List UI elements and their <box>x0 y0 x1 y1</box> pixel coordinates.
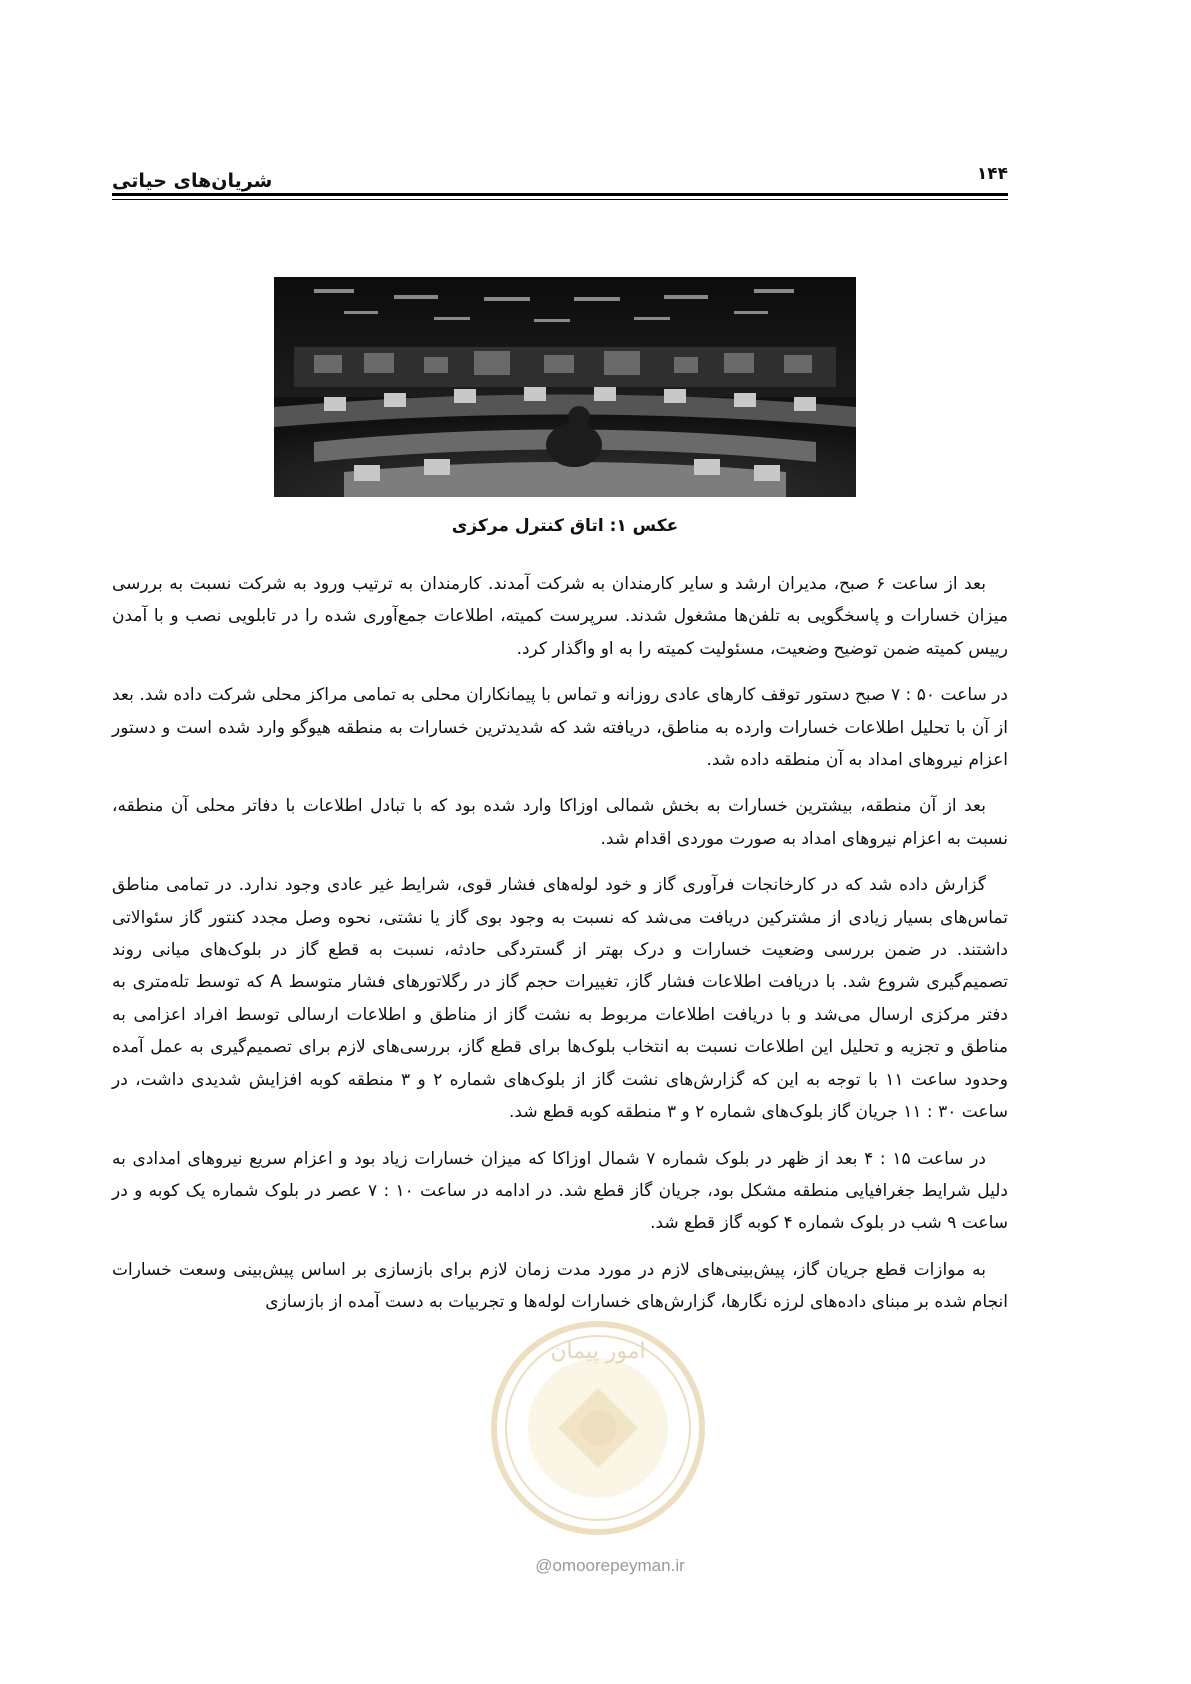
header-rule <box>112 193 1008 196</box>
page-number: ۱۴۴ <box>976 164 1008 184</box>
control-room-photo <box>274 277 856 497</box>
paragraph: بعد از ساعت ۶ صبح، مدیران ارشد و سایر کارمندان به شرکت آمدند. کارمندان به ترتیب ورود به شرکت نسبت به بررسی میزان خسارات و پاسخگویی به تلفن‌ها مشغول شدند. سرپرست کمیته، اطلاعات جمع‌آوری شده را در تابلویی نصب و با آمدن رییس کمیته ضمن توضیح وضعیت، مسئولیت کمیته را به او واگذار کرد. <box>112 574 1008 659</box>
seal-logo <box>488 1318 708 1538</box>
paragraph: بعد از آن منطقه، بیشترین خسارات به بخش شمالی اوزاکا وارد شده بود که با تبادل اطلاعات با دفاتر محلی آن منطقه، نسبت به اعزام نیروهای امداد به صورت موردی اقدام شد. <box>112 796 1008 849</box>
paragraph: به موازات قطع جریان گاز، پیش‌بینی‌های لازم در مورد مدت زمان لازم برای بازسازی بر اساس پیش‌بینی وسعت خسارات انجام شده بر مبنای داده‌های لرزه نگارها، گزارش‌های خسارات لوله‌ها و تجربیات به دست آمده از بازسازی <box>112 1259 1008 1313</box>
paragraph: گزارش داده شد که در کارخانجات فرآوری گاز و خود لوله‌های فشار قوی، شرایط غیر عادی وجود ندارد. در تمامی مناطق تماس‌های بسیار زیادی از مشترکین دریافت می‌شد که نسبت به وجود بوی گاز یا نشتی، نحوه وصل مجدد کنتور گاز سئوالاتی داشتند. در ضمن بررسی وضعیت خسارات و درک بهتر از گستردگی حادثه، نسبت به قطع گاز در بلوک‌های میانی روند تصمیم‌گیری شروع شد. با دریافت اطلاعات فشار گاز، تغییرات حجم گاز در رگلاتورهای فشار متوسط A که توسط تله‌متری به دفتر مرکزی ارسال می‌شد و با دریافت اطلاعات مربوط به نشت گاز از مناطق و اطلاعات ارسالی توسط افراد اعزامی به مناطق و تجزیه و تحلیل این اطلاعات نسبت به انتخاب بلوک‌ها برای قطع گاز، بررسی‌های لازم برای تصمیم‌گیری به عمل آمده وحدود ساعت ۱۱ با توجه به این که گزارش‌های نشت گاز از بلوک‌های شماره ۲ و ۳ منطقه کوبه افزایش شدیدی داشت، در ساعت ۳۰ : ۱۱ جریان گاز بلوک‌های شماره ۲ و ۳ منطقه کوبه قطع شد. <box>112 875 1008 1123</box>
paragraph: در ساعت ۵۰ : ۷ صبح دستور توقف کارهای عادی روزانه و تماس با پیمانکاران محلی به تمامی مراکز محلی شرکت داده شد. بعد از آن با تحلیل اطلاعات خسارات وارده به مناطق، دریافته شد که شدیدترین خسارات به منطقه هیوگو وارد شده است و دستور اعزام نیروهای امداد به آن منطقه داده شد. <box>112 685 1008 771</box>
header-rule-thin <box>112 199 1008 200</box>
svg-text:امور پیمان: امور پیمان <box>550 1339 646 1364</box>
watermark-url: @omoorepeyman.ir <box>535 1556 685 1575</box>
figure-caption: عکس ۱: اتاق کنترل مرکزی <box>451 516 679 536</box>
watermark-seal <box>488 1318 708 1538</box>
running-title: شریان‌های حیاتی <box>112 170 273 192</box>
body-text <box>112 568 1008 1333</box>
paragraph: در ساعت ۱۵ : ۴ بعد از ظهر در بلوک شماره ۷ شمال اوزاکا که میزان خسارات زیاد بود و اعزام سریع نیروهای امدادی به دلیل شرایط جغرافیایی منطقه مشکل بود، جریان گاز قطع شد. در ادامه در ساعت ۱۰ : ۷ عصر در بلوک شماره یک کوبه و در ساعت ۹ شب در بلوک شماره ۴ کوبه گاز قطع شد. <box>112 1148 1008 1234</box>
control-room-photo-image <box>274 277 856 497</box>
